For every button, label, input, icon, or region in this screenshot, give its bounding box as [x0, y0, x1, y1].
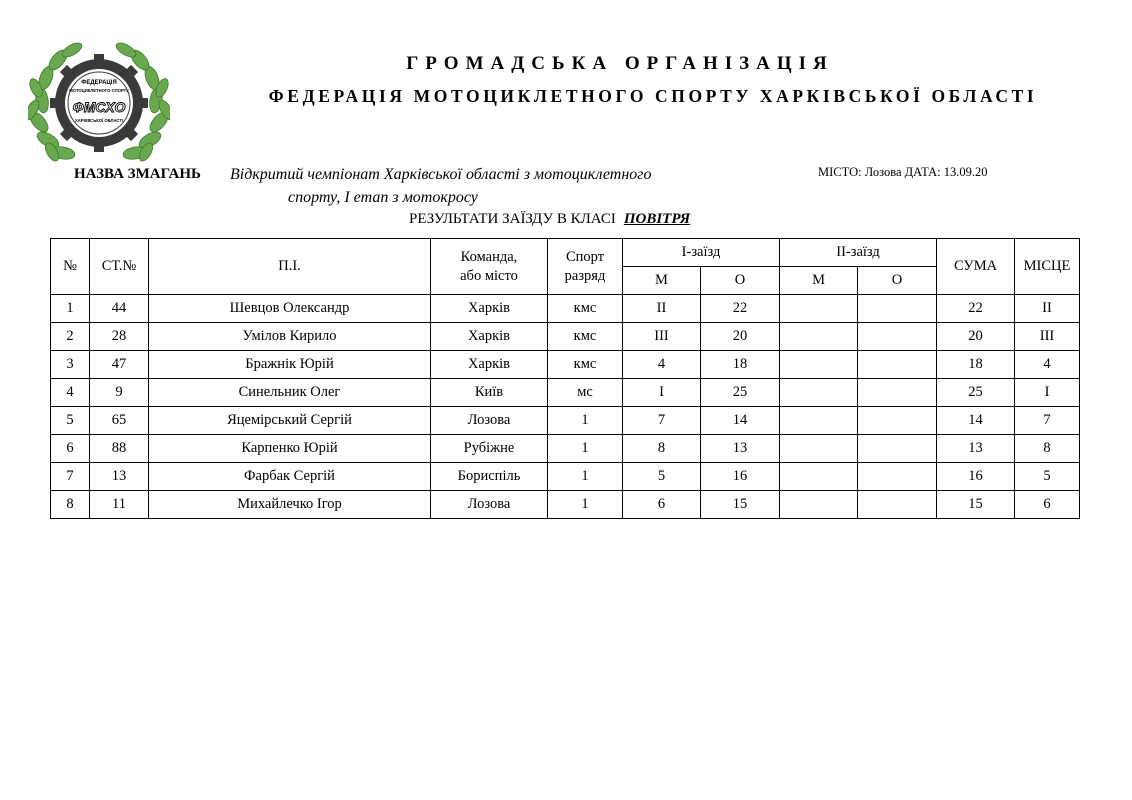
cell-sum: 16: [937, 463, 1015, 491]
table-row: [51, 379, 1080, 407]
cell-start: 88: [90, 435, 149, 463]
table-row: [51, 351, 1080, 379]
cell-no: 2: [51, 323, 90, 351]
header-race1: І-заїзд: [623, 239, 780, 267]
cell-place: 6: [1015, 491, 1080, 519]
cell-rank: 1: [548, 407, 623, 435]
cell-race2-m: [780, 379, 858, 407]
cell-race1-o: 15: [701, 491, 780, 519]
cell-name: Синельник Олег: [149, 379, 431, 407]
cell-race1-m: 8: [623, 435, 701, 463]
results-table: [50, 238, 1080, 519]
federation-logo: [28, 40, 170, 168]
logo-abbr: ФМСХО: [72, 99, 126, 115]
cell-team: Київ: [431, 379, 548, 407]
cell-place: 8: [1015, 435, 1080, 463]
cell-no: 4: [51, 379, 90, 407]
header-start-no: СТ.№: [90, 239, 149, 295]
table-row: [51, 295, 1080, 323]
table-row: [51, 323, 1080, 351]
cell-race1-o: 13: [701, 435, 780, 463]
cell-race2-o: [858, 407, 937, 435]
cell-sum: 18: [937, 351, 1015, 379]
cell-race1-o: 16: [701, 463, 780, 491]
cell-race1-m: 6: [623, 491, 701, 519]
cell-name: Шевцов Олександр: [149, 295, 431, 323]
cell-start: 9: [90, 379, 149, 407]
cell-name: Яцемірський Сергій: [149, 407, 431, 435]
cell-race2-o: [858, 379, 937, 407]
event-label: НАЗВА ЗМАГАНЬ: [74, 166, 201, 182]
cell-team: Харків: [431, 323, 548, 351]
cell-race2-m: [780, 463, 858, 491]
cell-rank: мс: [548, 379, 623, 407]
table-row: [51, 491, 1080, 519]
cell-race2-o: [858, 463, 937, 491]
cell-rank: 1: [548, 435, 623, 463]
cell-place: 7: [1015, 407, 1080, 435]
cell-race2-m: [780, 491, 858, 519]
cell-race1-o: 14: [701, 407, 780, 435]
table-row: [51, 463, 1080, 491]
header-rank-line1: Спорт: [565, 248, 605, 265]
cell-place: І: [1015, 379, 1080, 407]
logo-line3: ХАРКІВСЬКОЇ ОБЛАСТІ: [74, 118, 124, 123]
event-name-line1: Відкритий чемпіонат Харківської області з мотоциклетного: [230, 166, 652, 183]
cell-team: Лозова: [431, 407, 548, 435]
cell-rank: 1: [548, 463, 623, 491]
cell-rank: кмс: [548, 323, 623, 351]
cell-team: Лозова: [431, 491, 548, 519]
cell-race1-o: 22: [701, 295, 780, 323]
header-race2-m: М: [780, 267, 858, 295]
header-sum: СУМА: [937, 239, 1015, 295]
cell-name: Михайлечко Ігор: [149, 491, 431, 519]
org-title-line2: ФЕДЕРАЦІЯ МОТОЦИКЛЕТНОГО СПОРТУ ХАРКІВСЬКОЇ ОБЛАСТІ: [268, 86, 1038, 106]
header-no: №: [51, 239, 90, 295]
cell-team: Бориспіль: [431, 463, 548, 491]
cell-race1-m: 5: [623, 463, 701, 491]
cell-race2-o: [858, 435, 937, 463]
header-race1-m: М: [623, 267, 701, 295]
cell-start: 47: [90, 351, 149, 379]
header-team: [431, 239, 548, 295]
cell-start: 65: [90, 407, 149, 435]
cell-place: ІІІ: [1015, 323, 1080, 351]
cell-name: Бражнік Юрій: [149, 351, 431, 379]
cell-team: Рубіжне: [431, 435, 548, 463]
cell-no: 5: [51, 407, 90, 435]
cell-sum: 15: [937, 491, 1015, 519]
header-race1-o: О: [701, 267, 780, 295]
cell-race1-m: ІІ: [623, 295, 701, 323]
cell-start: 28: [90, 323, 149, 351]
header-place: МІСЦЕ: [1015, 239, 1080, 295]
cell-name: Карпенко Юрій: [149, 435, 431, 463]
cell-no: 1: [51, 295, 90, 323]
header-team-line1: Команда,: [460, 248, 518, 265]
cell-place: 5: [1015, 463, 1080, 491]
cell-race1-m: ІІІ: [623, 323, 701, 351]
cell-no: 7: [51, 463, 90, 491]
cell-no: 3: [51, 351, 90, 379]
cell-start: 11: [90, 491, 149, 519]
cell-race1-o: 20: [701, 323, 780, 351]
results-title: РЕЗУЛЬТАТИ ЗАЇЗДУ В КЛАСІ: [409, 211, 616, 227]
cell-race2-m: [780, 323, 858, 351]
cell-place: 4: [1015, 351, 1080, 379]
cell-race1-m: І: [623, 379, 701, 407]
cell-rank: 1: [548, 491, 623, 519]
cell-sum: 22: [937, 295, 1015, 323]
place-date: МІСТО: Лозова ДАТА: 13.09.20: [818, 165, 988, 179]
cell-name: Фарбак Сергій: [149, 463, 431, 491]
cell-race2-m: [780, 351, 858, 379]
header-rank: [548, 239, 623, 295]
cell-race2-o: [858, 323, 937, 351]
header-rank-line2: разряд: [564, 267, 606, 284]
event-name-line2: спорту, І етап з мотокросу: [288, 189, 478, 206]
cell-race1-m: 4: [623, 351, 701, 379]
cell-sum: 25: [937, 379, 1015, 407]
cell-race2-o: [858, 295, 937, 323]
header-race2-o: О: [858, 267, 937, 295]
cell-sum: 13: [937, 435, 1015, 463]
cell-rank: кмс: [548, 351, 623, 379]
table-row: [51, 407, 1080, 435]
cell-sum: 14: [937, 407, 1015, 435]
cell-no: 6: [51, 435, 90, 463]
cell-rank: кмс: [548, 295, 623, 323]
cell-race2-o: [858, 351, 937, 379]
cell-race1-o: 25: [701, 379, 780, 407]
logo-line2: МОТОЦИКЛЕТНОГО СПОРТУ: [69, 88, 129, 93]
header-team-line2: або місто: [460, 267, 518, 284]
class-name: ПОВІТРЯ: [623, 211, 691, 227]
header-race2: ІІ-заїзд: [780, 239, 937, 267]
cell-team: Харків: [431, 295, 548, 323]
cell-place: ІІ: [1015, 295, 1080, 323]
logo-line1: ФЕДЕРАЦІЯ: [81, 80, 117, 86]
cell-race1-m: 7: [623, 407, 701, 435]
cell-name: Умілов Кирило: [149, 323, 431, 351]
cell-team: Харків: [431, 351, 548, 379]
table-row: [51, 435, 1080, 463]
cell-sum: 20: [937, 323, 1015, 351]
header-name: П.І.: [149, 239, 431, 295]
cell-no: 8: [51, 491, 90, 519]
results-heading: [409, 211, 690, 228]
cell-race2-o: [858, 491, 937, 519]
cell-race2-m: [780, 407, 858, 435]
cell-start: 44: [90, 295, 149, 323]
org-title-line1: ГРОМАДСЬКА ОРГАНІЗАЦІЯ: [406, 53, 834, 74]
cell-race2-m: [780, 435, 858, 463]
cell-start: 13: [90, 463, 149, 491]
cell-race2-m: [780, 295, 858, 323]
cell-race1-o: 18: [701, 351, 780, 379]
